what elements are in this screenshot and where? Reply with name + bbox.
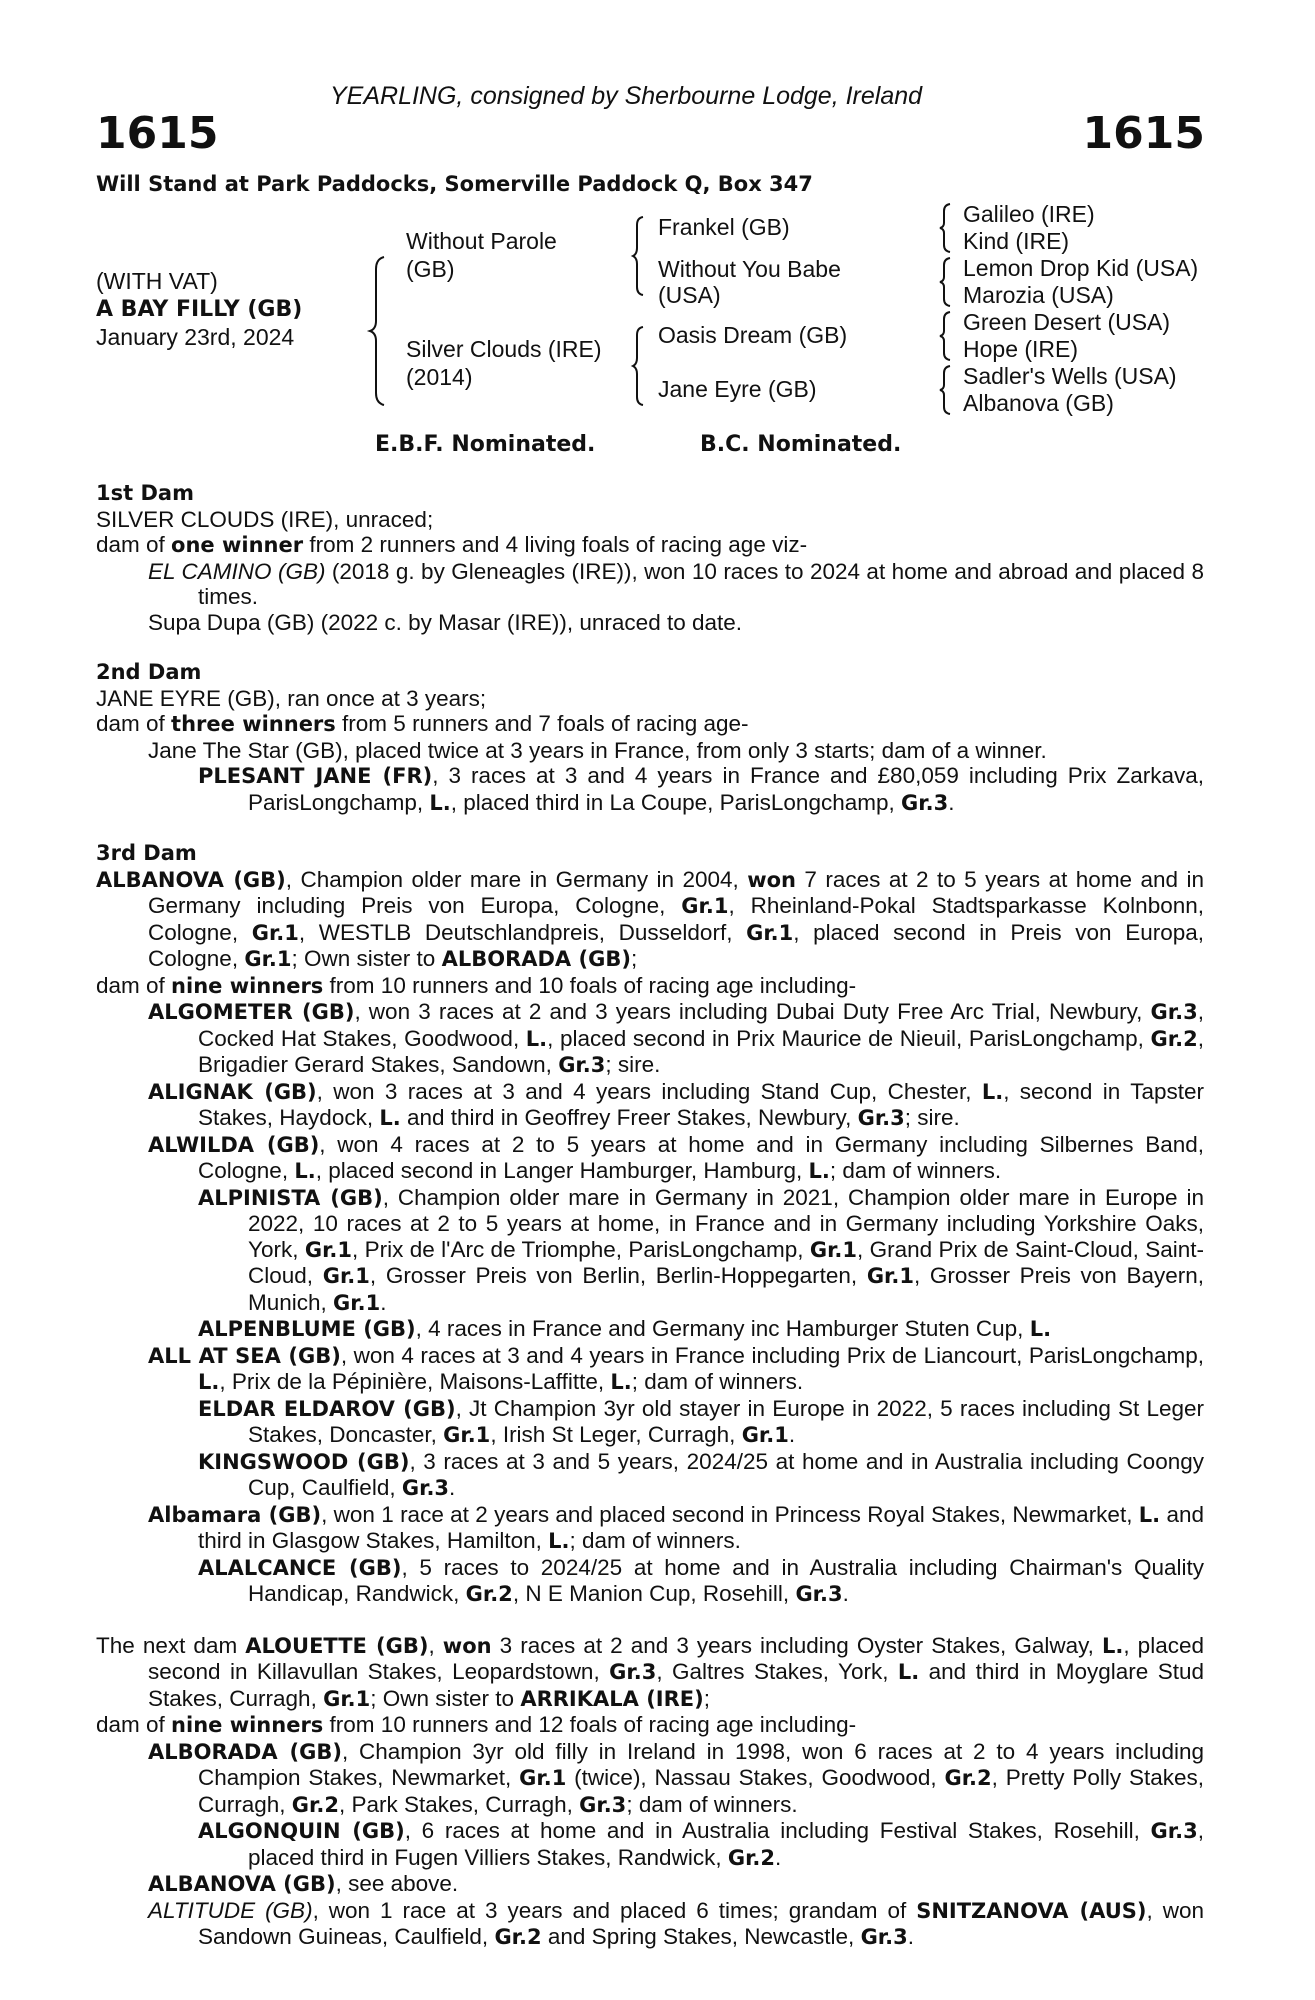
sire-dam-dam: Marozia (USA) xyxy=(963,282,1114,308)
sire-sire-dam: Kind (IRE) xyxy=(963,228,1070,254)
progeny-alpinista: ALPINISTA (GB), Champion older mare in Germany in 2021, Champion older mare in Europe in 2022, 10 races at 2 to 5 years at home, in France and in Germany including Yorkshire Oaks, York, Gr.1, Prix de l'Arc de Triomphe, ParisLongchamp, Gr.1, Grand Prix de Saint-Cloud, Saint-Cloud, Gr.1, Grosser Preis von Berlin, Berlin-Hoppegarten, Gr.1, Grosser Preis von Bayern, Munich, Gr.1. xyxy=(198,1184,1205,1315)
progeny-alalcance: ALALCANCE (GB), 5 races to 2024/25 at home and in Australia including Chairman's Quality Handicap, Randwick, Gr.2, N E Manion Cup, Rosehill, Gr.3. xyxy=(198,1554,1205,1606)
sire-sire: Frankel (GB) xyxy=(658,214,790,240)
sire-dam-country: (USA) xyxy=(658,282,721,308)
pedigree-brace-7 xyxy=(940,365,952,415)
third-dam-heading: 3rd Dam xyxy=(96,841,197,865)
sire-country: (GB) xyxy=(406,256,455,282)
pedigree-brace-5 xyxy=(940,257,952,307)
progeny-eldar-eldarov: ELDAR ELDAROV (GB), Jt Champion 3yr old stayer in Europe in 2022, 5 races including St Leger Stakes, Doncaster, Gr.1, Irish St Leger, Curragh, Gr.1. xyxy=(198,1395,1204,1447)
catalogue-body xyxy=(96,481,1204,1951)
dam-dam-sire: Sadler's Wells (USA) xyxy=(963,363,1177,389)
progeny-albanova: ALBANOVA (GB), see above. xyxy=(148,1871,459,1896)
dam-sire: Oasis Dream (GB) xyxy=(658,322,848,348)
ebf-nomination: E.B.F. Nominated. xyxy=(375,432,596,457)
third-dam-produce-summary: dam of nine winners from 10 runners and 10 foals of racing age including- xyxy=(96,972,857,998)
first-dam-heading: 1st Dam xyxy=(96,481,194,505)
dam-dam-dam: Albanova (GB) xyxy=(963,390,1114,416)
sire-dam-sire: Lemon Drop Kid (USA) xyxy=(963,255,1199,281)
second-dam-line: JANE EYRE (GB), ran once at 3 years; xyxy=(96,685,487,711)
progeny-altitude: ALTITUDE (GB), won 1 race at 3 years and placed 6 times; grandam of SNITZANOVA (AUS), won Sandown Guineas, Caulfield, Gr.2 and Spring Stakes, Newcastle, Gr.3. xyxy=(148,1897,1204,1949)
dam-dam: Jane Eyre (GB) xyxy=(658,376,817,402)
progeny-alborada: ALBORADA (GB), Champion 3yr old filly in Ireland in 1998, won 6 races at 2 to 4 years including Champion Stakes, Newmarket, Gr.1 (twice), Nassau Stakes, Goodwood, Gr.2, Pretty Polly Stakes, Curragh, Gr.2, Park Stakes, Curragh, Gr.3; dam of winners. xyxy=(148,1738,1204,1817)
sire: Without Parole xyxy=(406,228,557,254)
dam-year: (2014) xyxy=(406,364,473,390)
first-dam-progeny-1: EL CAMINO (GB) (2018 g. by Gleneagles (IRE)), won 10 races to 2024 at home and abroad and placed 8 times. xyxy=(148,558,1204,609)
progeny-algometer: ALGOMETER (GB), won 3 races at 2 and 3 years including Dubai Duty Free Arc Trial, Newbury, Gr.3, Cocked Hat Stakes, Goodwood, L., placed second in Prix Maurice de Nieuil, ParisLongchamp, Gr.2, Brigadier Gerard Stakes, Sandown, Gr.3; sire. xyxy=(148,999,1205,1077)
first-dam-progeny-2: Supa Dupa (GB) (2022 c. by Masar (IRE)), unraced to date. xyxy=(148,609,743,635)
pedigree-brace-2 xyxy=(633,215,645,295)
progeny-kingswood: KINGSWOOD (GB), 3 races at 3 and 5 years, 2024/25 at home and in Australia including Coongy Cup, Caulfield, Gr.3. xyxy=(198,1448,1204,1500)
next-dam-record: The next dam ALOUETTE (GB), won 3 races at 2 and 3 years including Oyster Stakes, Galway, L., placed second in Killavullan Stakes, Leopardstown, Gr.3, Galtres Stakes, York, L. and third in Moyglare Stud Stakes, Curragh, Gr.1; Own sister to ARRIKALA (IRE); xyxy=(96,1632,1204,1711)
progeny-algonquin: ALGONQUIN (GB), 6 races at home and in Australia including Festival Stakes, Rosehill, Gr.3, placed third in Fugen Villiers Stakes, Randwick, Gr.2. xyxy=(198,1818,1205,1870)
third-dam-record: ALBANOVA (GB), Champion older mare in Germany in 2004, won 7 races at 2 to 5 years at home and in Germany including Preis von Europa, Cologne, Gr.1, Rheinland-Pokal Stadtsparkasse Kolnbonn, Cologne, Gr.1, WESTLB Deutschlandpreis, Dusseldorf, Gr.1, placed second in Preis von Europa, Cologne, Gr.1; Own sister to ALBORADA (GB); xyxy=(96,866,1204,971)
lot-number-left: 1615 xyxy=(96,108,219,159)
sire-dam: Without You Babe xyxy=(658,256,841,282)
pedigree-brace-3 xyxy=(633,325,645,405)
second-dam-heading: 2nd Dam xyxy=(96,660,202,684)
sale-subtitle: YEARLING, consigned by Sherbourne Lodge, Ireland xyxy=(330,82,923,110)
vat-note: (WITH VAT) xyxy=(96,268,218,294)
horse-name: A BAY FILLY (GB) xyxy=(96,297,303,322)
progeny-alwilda: ALWILDA (GB), won 4 races at 2 to 5 years at home and in Germany including Silbernes Band, Cologne, L., placed second in Langer Hamburger, Hamburg, L.; dam of winners. xyxy=(148,1131,1204,1183)
sire-sire-sire: Galileo (IRE) xyxy=(963,201,1095,227)
horse-dob: January 23rd, 2024 xyxy=(96,324,295,350)
progeny-all-at-sea: ALL AT SEA (GB), won 4 races at 3 and 4 years in France including Prix de Liancourt, ParisLongchamp, L., Prix de la Pépinière, Maisons-Laffitte, L.; dam of winners. xyxy=(148,1342,1204,1394)
progeny-albamara: Albamara (GB), won 1 race at 2 years and placed second in Princess Royal Stakes, Newmarket, L. and third in Glasgow Stakes, Hamilton, L.; dam of winners. xyxy=(148,1501,1205,1553)
dam: Silver Clouds (IRE) xyxy=(406,336,602,362)
second-dam-produce-summary: dam of three winners from 5 runners and 7 foals of racing age- xyxy=(96,711,749,736)
first-dam-produce-summary: dam of one winner from 2 runners and 4 living foals of racing age viz- xyxy=(96,532,808,557)
stand-location: Will Stand at Park Paddocks, Somerville Paddock Q, Box 347 xyxy=(96,172,813,196)
lot-number-right: 1615 xyxy=(1082,108,1205,159)
pedigree-brace-4 xyxy=(940,203,952,253)
progeny-alignak: ALIGNAK (GB), won 3 races at 3 and 4 years including Stand Cup, Chester, L., second in Tapster Stakes, Haydock, L. and third in Geoffrey Freer Stakes, Newbury, Gr.3; sire. xyxy=(148,1078,1204,1130)
dam-sire-dam: Hope (IRE) xyxy=(963,336,1079,362)
first-dam-line: SILVER CLOUDS (IRE), unraced; xyxy=(96,506,434,532)
second-dam-grandprogeny-1: PLESANT JANE (FR), 3 races at 3 and 4 years in France and £80,059 including Prix Zarkava, ParisLongchamp, L., placed third in La Coupe, ParisLongchamp, Gr.3. xyxy=(198,763,1204,815)
second-dam-progeny-1: Jane The Star (GB), placed twice at 3 years in France, from only 3 starts; dam of a winner. xyxy=(148,737,1047,763)
pedigree-brace-1 xyxy=(370,255,386,405)
dam-sire-sire: Green Desert (USA) xyxy=(963,309,1171,335)
progeny-alpenblume: ALPENBLUME (GB), 4 races in France and Germany inc Hamburger Stuten Cup, L. xyxy=(198,1316,1052,1341)
bc-nomination: B.C. Nominated. xyxy=(700,432,902,457)
next-dam-produce-summary: dam of nine winners from 10 runners and 12 foals of racing age including- xyxy=(96,1712,857,1737)
pedigree-brace-6 xyxy=(940,311,952,361)
